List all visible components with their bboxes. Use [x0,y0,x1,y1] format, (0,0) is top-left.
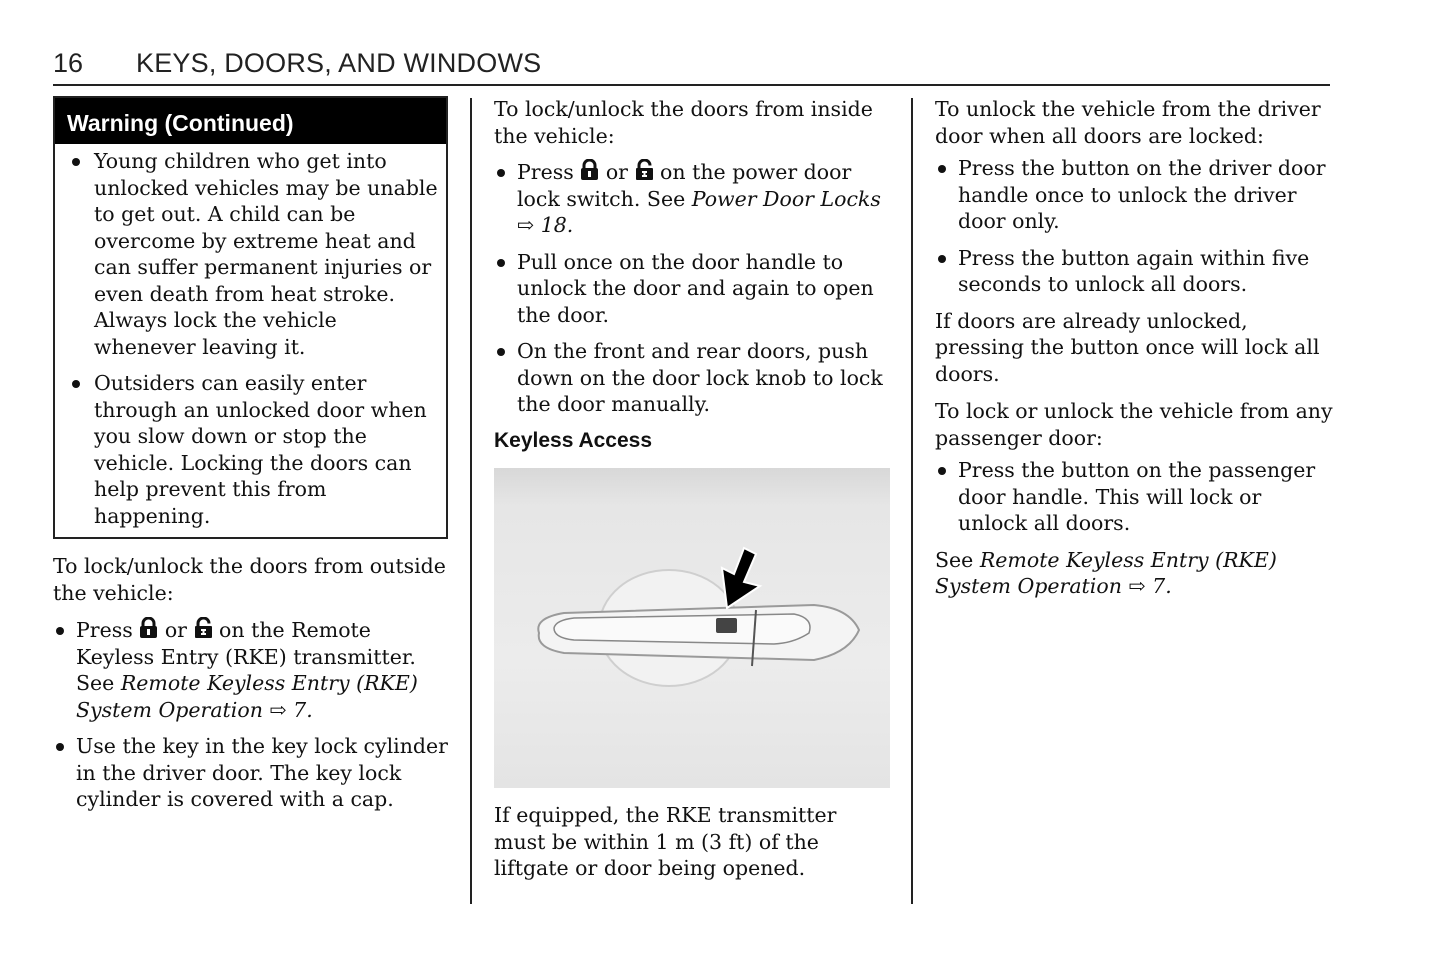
column-2 [494,96,890,893]
page-number: 16 [53,48,84,78]
page-header [53,46,1330,86]
driver-door-intro: To unlock the vehicle from the driver door when all doors are locked: [935,97,1321,148]
warning-title: Warning (Continued) [55,98,446,144]
inside-bullet-pull: Pull once on the door handle to unlock the door and again to open the door. [494,249,890,329]
cross-reference-link[interactable]: Power Door Locks [691,186,881,211]
warning-bullet: Young children who get into unlocked vehicles may be unable to get out. A child can be overcome by extreme heat and can suffer permanent injuries or even death from heat stroke. Always lock the vehicle whenever leaving it. [69,148,438,360]
inside-bullet-press: Press or on the power door lock switch. See Power Door Locks ⇨ 18. [494,159,890,239]
inside-intro: To lock/unlock the doors from inside the vehicle: [494,97,873,148]
keyless-access-heading: Keyless Access [494,428,653,452]
outside-bullet-key: Use the key in the key lock cylinder in the driver door. The key lock cylinder is covered with a cap. [53,733,448,813]
driver-bullet: Press the button on the driver door handle once to unlock the driver door only. [935,155,1335,235]
column-divider [911,98,913,904]
door-handle-figure [494,468,890,788]
inside-bullet-knob: On the front and rear doors, push down on the door lock knob to lock the door manually. [494,338,890,418]
warning-box [53,96,448,539]
cross-reference-link[interactable]: Remote Keyless Entry (RKE) System Operation [935,547,1277,598]
page-ref[interactable]: 7. [293,697,313,722]
page-ref-arrow-icon: ⇨ [269,697,287,722]
outside-bullet-press: Press or on the Remote Keyless Entry (RKE) transmitter. See Remote Keyless Entry (RKE) System Operation ⇨ 7. [53,617,448,723]
already-unlocked-text: If doors are already unlocked, pressing the button once will lock all doors. [935,308,1320,386]
see-also-text: See Remote Keyless Entry (RKE) System Operation ⇨ 7. [935,547,1277,598]
unlock-icon [635,159,654,181]
column-3 [935,96,1335,611]
outside-intro: To lock/unlock the doors from outside the vehicle: [53,554,446,605]
warning-bullet: Outsiders can easily enter through an unlocked door when you slow down or stop the vehicle. Locking the doors can help prevent this from happening. [69,370,438,529]
passenger-bullet: Press the button on the passenger door handle. This will lock or unlock all doors. [935,457,1335,537]
page-ref-arrow-icon: ⇨ [1128,574,1146,598]
cross-reference-link[interactable]: Remote Keyless Entry (RKE) System Operation [76,671,418,722]
lock-icon [580,159,599,181]
door-handle-illustration [494,468,890,788]
passenger-door-intro: To lock or unlock the vehicle from any passenger door: [935,399,1333,450]
page-ref[interactable]: 7. [1152,574,1172,598]
driver-bullet: Press the button again within five seconds to unlock all doors. [935,245,1335,298]
lock-icon [139,617,158,639]
page-ref-arrow-icon: ⇨ [517,213,535,237]
unlock-icon [194,617,213,639]
column-divider [470,98,472,904]
section-title: KEYS, DOORS, AND WINDOWS [136,48,542,78]
page-ref[interactable]: 18. [540,213,574,237]
keyless-range-text: If equipped, the RKE transmitter must be within 1 m (3 ft) of the liftgate or door being opened. [494,803,837,880]
column-1 [53,96,448,823]
